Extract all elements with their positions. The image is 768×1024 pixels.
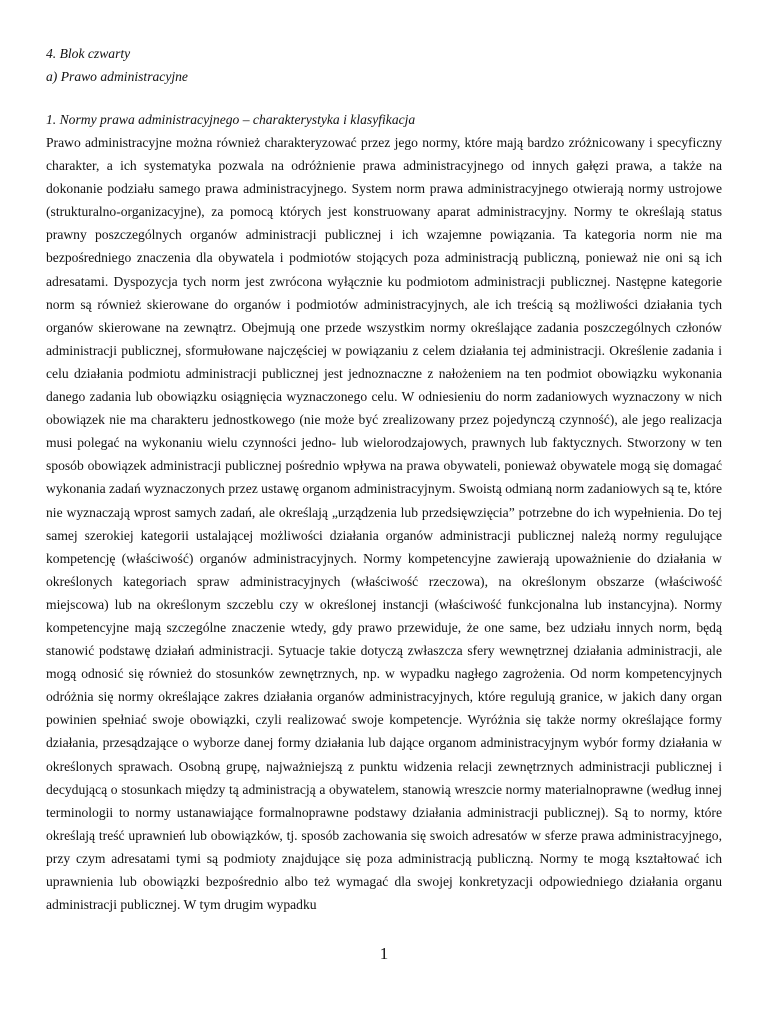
page-number: 1 [379,944,389,963]
document-header [46,42,722,89]
block-title: 4. Blok czwarty [46,46,131,61]
body-paragraph: Prawo administracyjne można również charakteryzować przez jego normy, które mają bardzo zróżnicowany i specyficzny charakter, a ich systematyka pozwala na odróżnienie prawa administracyjnego od innych gałęzi prawa, a także na dokonanie podziału samego prawa administracyjnego. System norm prawa administracyjnego otwierają normy ustrojowe (strukturalno-organizacyjne), za pomocą których jest konstruowany aparat administracyjny. Normy te określają status prawny poszczególnych organów administracji publicznej i ich wzajemne powiązania. Ta kategoria norm nie ma bezpośredniego znaczenia dla obywatela i podmiotów stojących poza administracją publiczną, ponieważ nie oni są ich adresatami. Dyspozycja tych norm jest zwrócona wyłącznie ku podmiotom administracji publicznej. Następne kategorie norm są również skierowane do organów i podmiotów administracyjnych, ale ich treścią są możliwości działania tych organów skierowane na zewnątrz. Obejmują one przede wszystkim normy określające zadania poszczególnych członów administracji publicznej, sformułowane najczęściej w powiązaniu z celem działania tej administracji. Określenie zadania i celu działania podmiotu administracji publicznej jest jednoznaczne z nałożeniem na ten podmiot obowiązku wykonania danego zadania lub obowiązku osiągnięcia wyznaczonego celu. W odniesieniu do norm zadaniowych wyznaczony w nich obowiązek nie ma charakteru jednostkowego (nie może być zrealizowany przez pojedynczą czynność), ale jego realizacja musi polegać na wykonaniu wielu czynności jedno- lub wielorodzajowych, prawnych lub faktycznych. Stworzony w ten sposób obowiązek administracji publicznej pośrednio wpływa na prawa obywateli, ponieważ obywatele mogą się domagać wykonania zadań wyznaczonych przez ustawę organom administracyjnym. Swoistą odmianą norm zadaniowych są te, które nie wyznaczają wprost samych zadań, ale określają „urządzenia lub przedsięwzięcia” potrzebne do ich wypełnienia. Do tej samej szerokiej kategorii ustalającej możliwości działania organów administracji publicznej należą normy regulujące kompetencję (właściwość) organów administracyjnych. Normy kompetencyjne zawierają upoważnienie do działania w określonych kategoriach spraw administracyjnych (właściwość rzeczowa), na określonym obszarze (właściwość miejscowa) lub na określonym szczeblu czy w określonej instancji (właściwość funkcjonalna lub instancyjna). Normy kompetencyjne mają szczególne znaczenie wtedy, gdy prawo przewiduje, że one same, bez udziału innych norm, będą stanowić podstawę działań administracji. Sytuacje takie dotyczą zwłaszcza sfery wewnętrznej działania administracji, ale mogą odnosić się również do stosunków zewnętrznych, np. w wypadku nagłego zagrożenia. Od norm kompetencyjnych odróżnia się normy określające zakres działania organów administracyjnych, które regulują granice, w jakich dany organ powinien spełniać swoje obowiązki, czyli realizować swoje kompetencje. Wyróżnia się także normy określające formy działania, przesądzające o wyborze danej formy działania lub dające organom administracyjnym wybór formy działania w określonych sprawach. Osobną grupę, najważniejszą z punktu widzenia relacji zewnętrznych administracji publicznej i decydującą o stosunkach między tą administracją a obywatelem, stanowią wreszcie normy materialnoprawne (według innej terminologii to normy ustanawiające formalnoprawne podstawy działania administracji publicznej). Są to normy, które określają treść uprawnień lub obowiązków, tj. sposób zachowania się swoich adresatów w sferze prawa administracyjnego, przy czym adresatami tymi są podmioty znajdujące się poza administracją publiczną. Normy te mogą kształtować ich uprawnienia lub obowiązki bezpośrednio albo też wymagać dla swojej konkretyzacji odpowiedniego działania organu administracji publicznej. W tym drugim wypadku [46,135,722,913]
document-subtitle: a) Prawo administracyjne [46,69,188,85]
section-heading: 1. Normy prawa administracyjnego – charakterystyka i klasyfikacja [46,112,416,127]
